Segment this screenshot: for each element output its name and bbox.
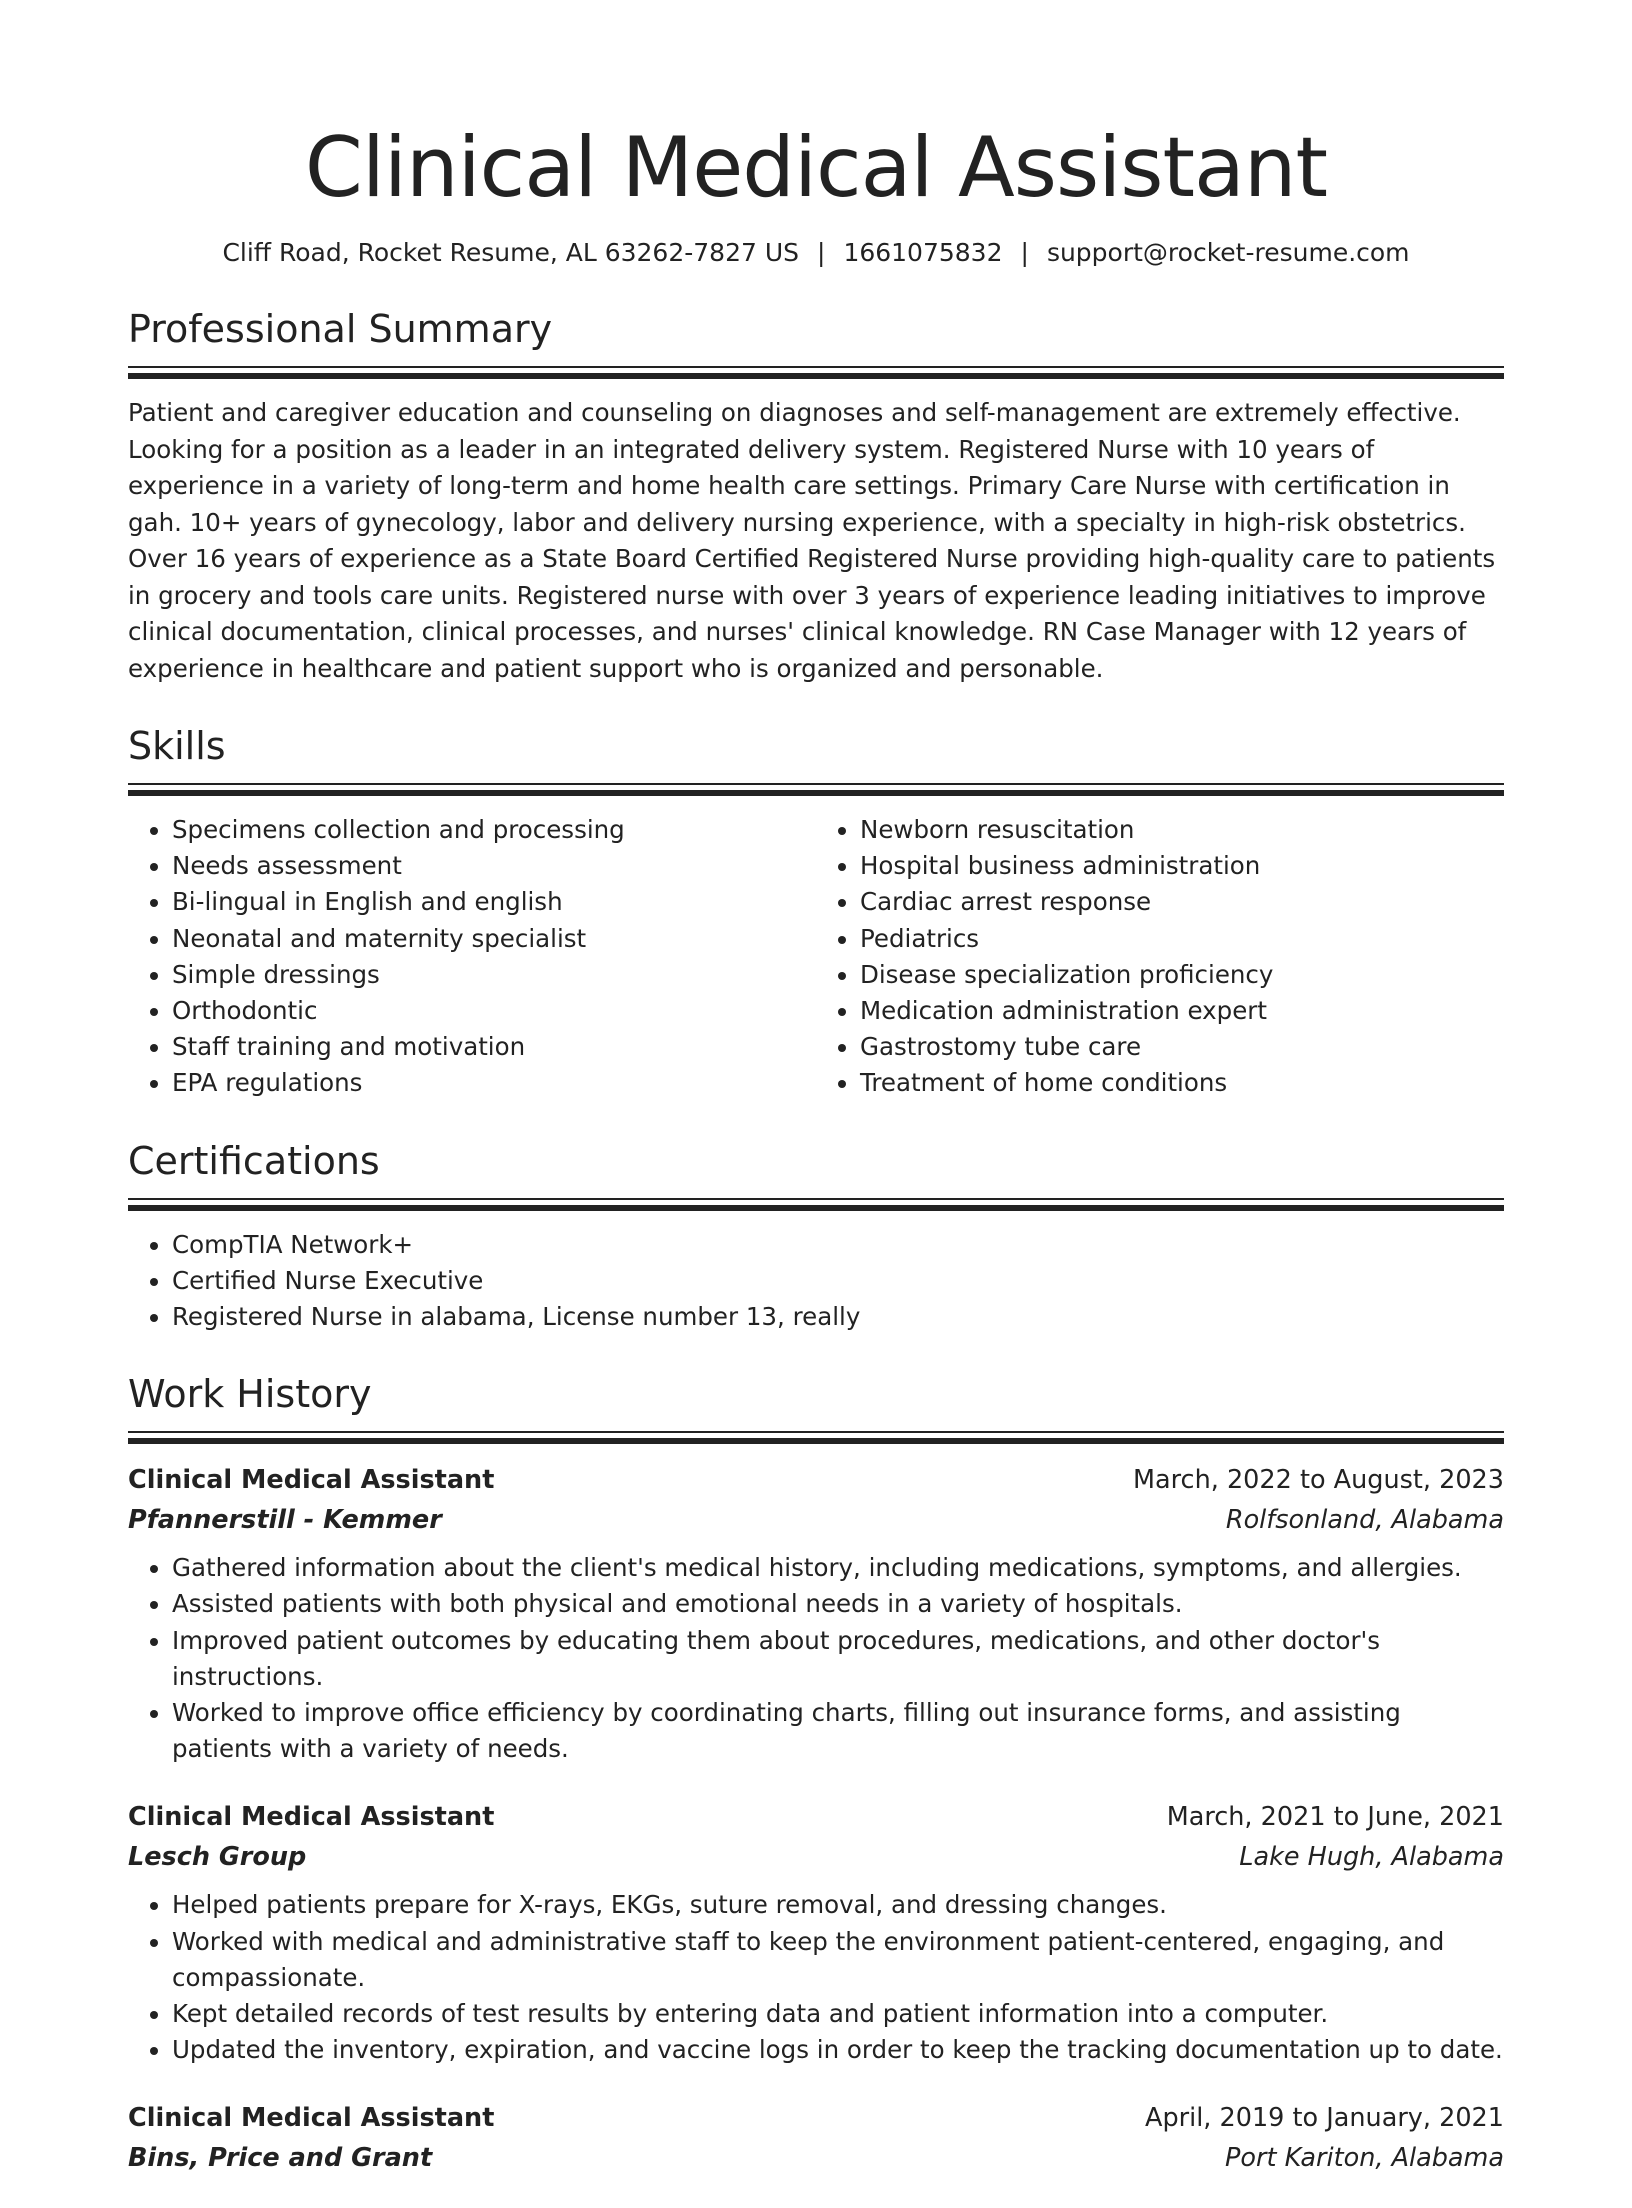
job-title: Clinical Medical Assistant [128, 1802, 495, 1833]
skill-item: • Specimens collection and processing [172, 812, 816, 848]
certifications-list [128, 1227, 1504, 1336]
skill-item: • Pediatrics [860, 921, 1504, 957]
certification-item: • CompTIA Network+ [172, 1227, 1504, 1263]
skills-heading: Skills [128, 724, 226, 768]
job-company: Bins, Price and Grant [128, 2143, 433, 2174]
skill-item: • EPA regulations [172, 1065, 816, 1101]
job-entry [128, 2098, 1504, 2178]
skills-list-left [128, 812, 816, 1102]
job-bullet: • Improved patient outcomes by educating them about procedures, medications, and other doctor's instructions. [172, 1623, 1504, 1695]
resume-name: Clinical Medical Assistant [304, 119, 1328, 216]
job-bullet: • Worked with medical and administrative staff to keep the environment patient-centered, engaging, and compassionate. [172, 1924, 1504, 1996]
job-company: Lesch Group [128, 1842, 307, 1873]
job-bullets [128, 1887, 1504, 2068]
certifications-section [128, 1138, 1504, 1336]
job-location: Lake Hugh, Alabama [1239, 1842, 1504, 1873]
contact-email: support@rocket-resume.com [1046, 238, 1410, 267]
job-bullet: • Kept detailed records of test results by entering data and patient information into a computer. [172, 1996, 1504, 2032]
job-bullets [128, 1550, 1504, 1767]
skill-item: • Treatment of home conditions [860, 1065, 1504, 1101]
summary-text: Patient and caregiver education and counseling on diagnoses and self-management are extremely effective. Looking for a position as a leader in an integrated delivery system. Registered Nurse with 10 years of experience in a variety of long-term and home health care settings. Primary Care Nurse with certification in gah. 10+ years of gynecology, labor and delivery nursing experience, with a specialty in high-risk obstetrics. Over 16 years of experience as a State Board Certified Registered Nurse providing high-quality care to patients in grocery and tools care units. Registered nurse with over 3 years of experience leading initiatives to improve clinical documentation, clinical processes, and nurses' clinical knowledge. RN Case Manager with 12 years of experience in healthcare and patient support who is organized and personable. [128, 398, 1496, 683]
skill-item: • Gastrostomy tube care [860, 1029, 1504, 1065]
skill-item: • Medication administration expert [860, 993, 1504, 1029]
job-title: Clinical Medical Assistant [128, 1465, 495, 1496]
job-bullet: • Assisted patients with both physical and emotional needs in a variety of hospitals. [172, 1586, 1504, 1622]
skill-item: • Neonatal and maternity specialist [172, 921, 816, 957]
summary-section [128, 306, 1504, 687]
job-entry [128, 1797, 1504, 2068]
section-divider [128, 366, 1504, 368]
skill-item: • Simple dressings [172, 957, 816, 993]
job-entry [128, 1460, 1504, 1767]
skill-item: • Orthodontic [172, 993, 816, 1029]
skill-item: • Bi-lingual in English and english [172, 884, 816, 920]
skill-item: • Needs assessment [172, 848, 816, 884]
job-title: Clinical Medical Assistant [128, 2103, 495, 2134]
job-dates: March, 2022 to August, 2023 [1133, 1465, 1504, 1496]
skill-item: • Disease specialization proficiency [860, 957, 1504, 993]
job-company: Pfannerstill - Kemmer [128, 1505, 442, 1536]
job-location: Port Kariton, Alabama [1225, 2143, 1504, 2174]
skills-list-right [816, 812, 1504, 1102]
job-dates: March, 2021 to June, 2021 [1166, 1802, 1504, 1833]
job-dates: April, 2019 to January, 2021 [1145, 2103, 1504, 2134]
job-bullet: • Gathered information about the client's medical history, including medications, symptoms, and allergies. [172, 1550, 1504, 1586]
section-divider [128, 783, 1504, 785]
section-divider [128, 1431, 1504, 1433]
certification-item: • Registered Nurse in alabama, License number 13, really [172, 1299, 1504, 1335]
certifications-heading: Certifications [128, 1138, 380, 1183]
certification-item: • Certified Nurse Executive [172, 1263, 1504, 1299]
skill-item: • Staff training and motivation [172, 1029, 816, 1065]
resume-page [128, 0, 1504, 2208]
job-location: Rolfsonland, Alabama [1225, 1505, 1504, 1536]
contact-line [128, 236, 1504, 270]
job-bullet: • Worked to improve office efficiency by coordinating charts, filling out insurance forms, and assisting patients with a variety of needs. [172, 1695, 1504, 1767]
work-history-section [128, 1371, 1504, 2178]
contact-phone: 1661075832 [843, 238, 1003, 267]
section-divider [128, 1198, 1504, 1200]
job-bullet: • Updated the inventory, expiration, and vaccine logs in order to keep the tracking documentation up to date. [172, 2032, 1504, 2068]
contact-separator: | [817, 238, 826, 267]
skill-item: • Hospital business administration [860, 848, 1504, 884]
contact-address: Cliff Road, Rocket Resume, AL 63262-7827 US [222, 238, 799, 267]
skill-item: • Cardiac arrest response [860, 884, 1504, 920]
contact-separator: | [1020, 238, 1029, 267]
work-history-heading: Work History [128, 1372, 372, 1417]
skills-section [128, 723, 1504, 1102]
summary-heading: Professional Summary [128, 307, 553, 351]
skill-item: • Newborn resuscitation [860, 812, 1504, 848]
job-bullet: • Helped patients prepare for X-rays, EKGs, suture removal, and dressing changes. [172, 1887, 1504, 1923]
